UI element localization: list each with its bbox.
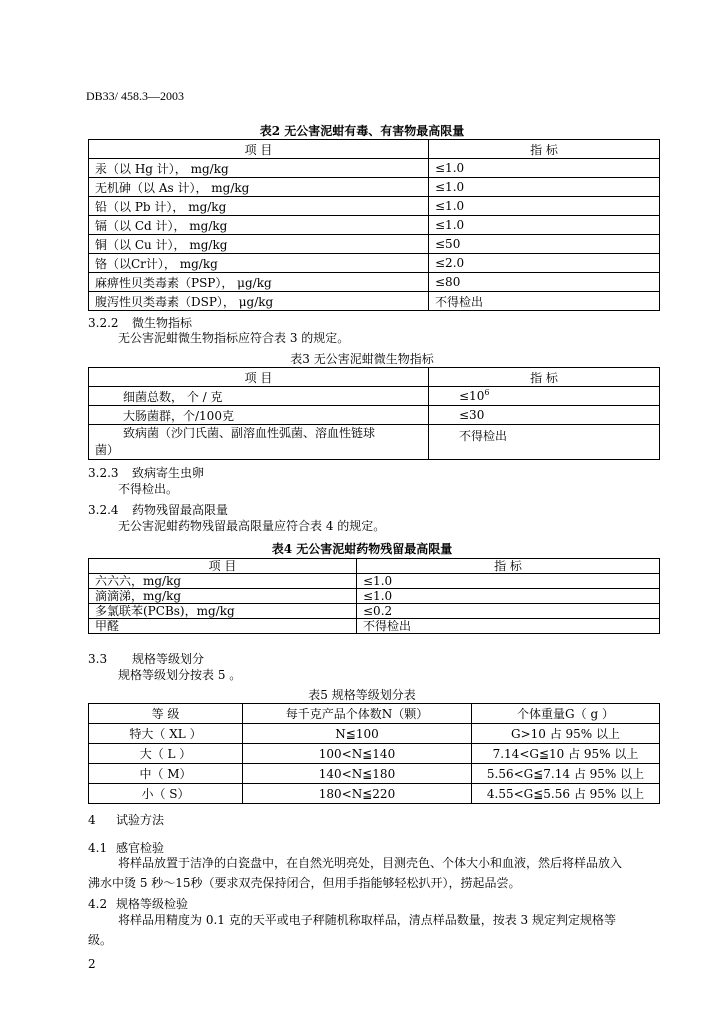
table-header-cell: 每千克产品个体数N（颗） (243, 704, 472, 724)
table-cell: 腹泻性贝类毒素（DSP）， μg/kg (89, 292, 429, 311)
table-row (89, 784, 660, 804)
table2-caption: 表2 无公害泥蚶有毒、有害物最高限量 (259, 124, 465, 138)
section-number: 3.2.2 (88, 316, 119, 330)
section-number: 3.2.3 (88, 466, 119, 480)
table-cell: 细菌总数， 个 / 克 (89, 387, 429, 406)
table-row (89, 425, 660, 460)
table-cell: ≤2.0 (429, 254, 660, 273)
table-cell: 多氯联苯(PCBs)，mg/kg (89, 604, 357, 619)
section-number: 3.2.4 (88, 503, 119, 517)
table-row (89, 235, 660, 254)
section-title: 致病寄生虫卵 (132, 466, 205, 480)
table-cell: 大肠菌群，个/100克 (89, 406, 429, 425)
table-cell: ≤1.0 (357, 574, 660, 589)
table-row (89, 574, 660, 589)
table-header-row (89, 140, 660, 159)
table5-caption: 表5 规格等级划分表 (308, 688, 416, 702)
table-row (89, 604, 660, 619)
table-header-row (89, 559, 660, 574)
table-cell: 铅（以 Pb 计）， mg/kg (89, 197, 429, 216)
table-cell: ≤1.0 (429, 216, 660, 235)
table-cell: 小（ S） (89, 784, 243, 804)
table4-caption: 表4 无公害泥蚶药物残留最高限量 (271, 542, 453, 556)
table-cell: 180<N≦220 (243, 784, 472, 804)
table-cell: ≤80 (429, 273, 660, 292)
section-title: 药物残留最高限量 (132, 503, 229, 517)
table-row (89, 254, 660, 273)
table-row (89, 724, 660, 744)
table-header-cell: 指 标 (357, 559, 660, 574)
table4 (88, 558, 660, 634)
section-number: 4.1 (88, 841, 108, 855)
table-cell: 不得检出 (357, 619, 660, 634)
section-number: 4 (88, 813, 96, 827)
paragraph-line: 级。 (88, 933, 113, 947)
section-title: 试验方法 (116, 813, 165, 827)
table-row (89, 589, 660, 604)
table-row (89, 406, 660, 425)
paragraph: 无公害泥蚶药物残留最高限量应符合表 4 的规定。 (118, 519, 386, 533)
table-cell: 六六六，mg/kg (89, 574, 357, 589)
table-cell: 致病菌（沙门氏菌、副溶血性弧菌、溶血性链球 菌） (89, 425, 429, 460)
table-cell: 铜（以 Cu 计）， mg/kg (89, 235, 429, 254)
table-cell: 大（ L ） (89, 744, 243, 764)
table-header-row (89, 368, 660, 387)
table-row (89, 387, 660, 406)
table-header-cell: 项 目 (89, 559, 357, 574)
page-number: 2 (88, 957, 96, 971)
section-title: 规格等级划分 (132, 652, 205, 666)
table-cell: 特大（ XL ） (89, 724, 243, 744)
section-number: 4.2 (88, 897, 108, 911)
section-heading (88, 811, 164, 828)
table-header-cell: 项 目 (89, 140, 429, 159)
table-cell: 5.56<G≦7.14 占 95% 以上 (472, 764, 660, 784)
table-cell: 不得检出 (429, 425, 660, 460)
paragraph-line: 将样品用精度为 0.1 克的天平或电子秤随机称取样品，清点样品数量，按表 3 规定判定规格等 (118, 913, 616, 927)
paragraph: 规格等级划分按表 5 。 (118, 668, 242, 682)
document-code: DB33/ 458.3—2003 (86, 89, 185, 103)
table-row (89, 744, 660, 764)
table-header-cell: 指 标 (429, 368, 660, 387)
table-cell: 140<N≦180 (243, 764, 472, 784)
table2 (88, 139, 660, 311)
table-row (89, 292, 660, 311)
paragraph: 不得检出。 (118, 482, 179, 496)
table-cell: 4.55<G≦5.56 占 95% 以上 (472, 784, 660, 804)
table-cell: ≤0.2 (357, 604, 660, 619)
table-cell: 铬（以Cr计）， mg/kg (89, 254, 429, 273)
table-header-row (89, 704, 660, 724)
table-cell: ≤1.0 (357, 589, 660, 604)
table-row (89, 619, 660, 634)
table-cell: 无机砷（以 As 计）， mg/kg (89, 178, 429, 197)
table3 (88, 367, 660, 460)
table5 (88, 703, 660, 804)
table-cell: 镉（以 Cd 计）， mg/kg (89, 216, 429, 235)
table-header-cell: 等 级 (89, 704, 243, 724)
table-cell: ≤1.0 (429, 197, 660, 216)
paragraph-line: 将样品放置于洁净的白瓷盘中，在自然光明亮处，目测壳色、个体大小和血液，然后将样品放入 (118, 856, 623, 870)
section-number: 3.3 (88, 652, 108, 666)
table-cell: ≤50 (429, 235, 660, 254)
section-title: 微生物指标 (132, 316, 193, 330)
paragraph-line: 沸水中烫 5 秒～15秒（要求双壳保持闭合，但用手指能够轻松扒开），捞起品尝。 (88, 876, 521, 890)
table-row (89, 273, 660, 292)
table-row (89, 159, 660, 178)
table-header-cell: 项 目 (89, 368, 429, 387)
table-header-cell: 指 标 (429, 140, 660, 159)
table-row (89, 764, 660, 784)
table-cell: G>10 占 95% 以上 (472, 724, 660, 744)
paragraph: 无公害泥蚶微生物指标应符合表 3 的规定。 (118, 331, 350, 345)
table-cell: 甲醛 (89, 619, 357, 634)
table-cell: 不得检出 (429, 292, 660, 311)
table3-caption: 表3 无公害泥蚶微生物指标 (290, 352, 434, 366)
table-cell: 滴滴涕，mg/kg (89, 589, 357, 604)
table-cell: 7.14<G≦10 占 95% 以上 (472, 744, 660, 764)
table-row (89, 197, 660, 216)
section-title: 规格等级检验 (116, 897, 189, 911)
table-cell: $\le 10^6$ (429, 387, 660, 406)
table-cell: 汞（以 Hg 计）， mg/kg (89, 159, 429, 178)
table-header-cell: 个体重量G（ g ） (472, 704, 660, 724)
table-cell: 中（ M） (89, 764, 243, 784)
table-cell: 麻痹性贝类毒素（PSP）， μg/kg (89, 273, 429, 292)
table-cell: ≤1.0 (429, 159, 660, 178)
table-cell: 100<N≦140 (243, 744, 472, 764)
table-row (89, 216, 660, 235)
table-cell: ≤1.0 (429, 178, 660, 197)
section-title: 感官检验 (116, 841, 165, 855)
table-cell: N≦100 (243, 724, 472, 744)
table-cell: ≤30 (429, 406, 660, 425)
table-row (89, 178, 660, 197)
